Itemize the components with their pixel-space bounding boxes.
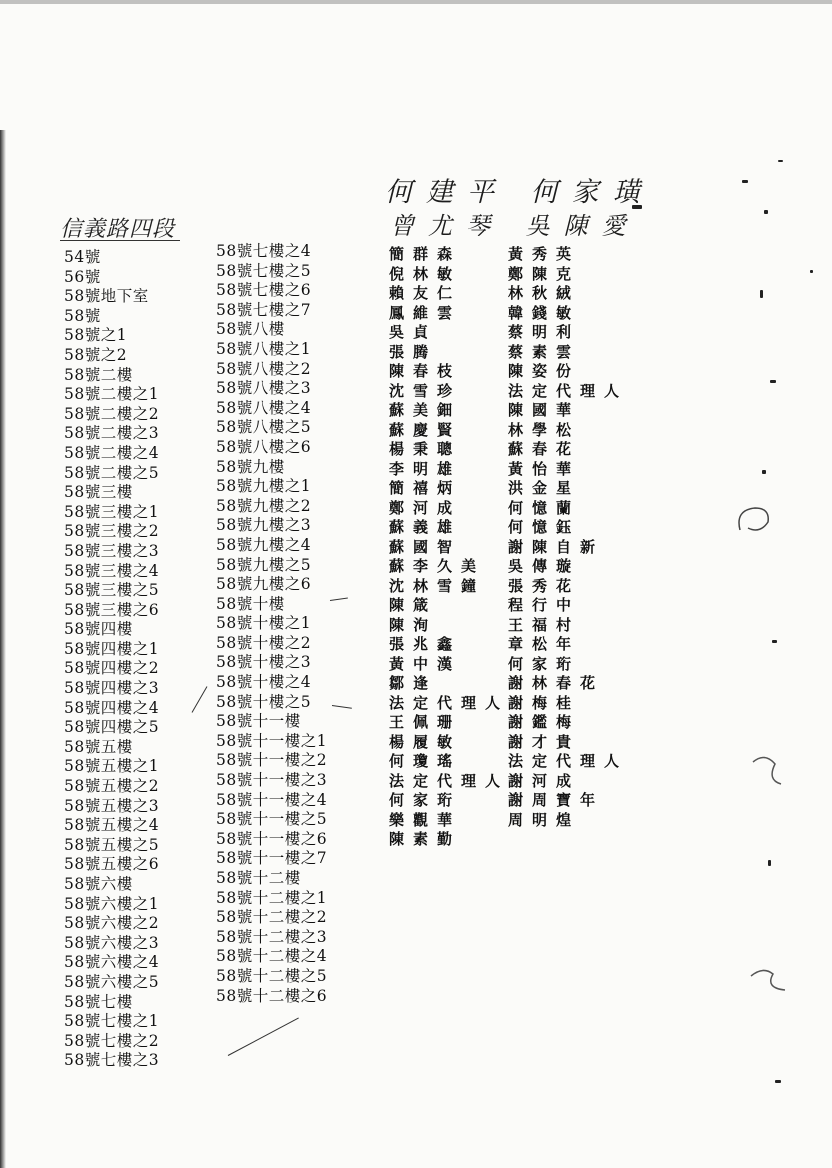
- address-entry: 58號十一樓之3: [216, 771, 328, 790]
- owner-name-entry: 簡群森: [389, 245, 462, 263]
- address-entry: 58號七樓之2: [64, 1031, 160, 1050]
- owner-name-entry: 蘇慶賢: [389, 420, 462, 439]
- address-entry: 58號之1: [64, 326, 128, 345]
- address-entry: 58號七樓之4: [216, 242, 312, 260]
- owner-name-entry: 王福村: [508, 615, 581, 634]
- address-entry: 58號六樓之3: [64, 933, 160, 952]
- owner-name-entry: 楊履敏: [389, 732, 462, 751]
- street-heading: 信義路四段: [60, 217, 176, 242]
- owner-name-entry: 謝林春花: [508, 674, 605, 692]
- address-entry: 58號七樓: [64, 992, 133, 1011]
- address-entry: 58號十樓之1: [216, 614, 312, 633]
- address-entry: 58號八樓之6: [216, 437, 312, 456]
- address-entry: 58號四樓之5: [64, 718, 160, 737]
- address-entry: 58號四樓之4: [64, 698, 160, 717]
- address-entry: 58號七樓之7: [216, 300, 312, 319]
- scan-speck: [742, 180, 748, 183]
- owner-name-entry: 程行中: [508, 596, 581, 614]
- owner-name-entry: 陳姿份: [508, 362, 581, 380]
- owner-name-entry: 吳貞: [389, 323, 438, 341]
- owner-name-entry: 蘇國智: [389, 537, 462, 556]
- address-entry: 58號二樓之4: [64, 443, 160, 462]
- address-entry: 58號二樓之1: [64, 385, 160, 404]
- owner-name-entry: 周明煌: [508, 810, 581, 829]
- address-entry: 54號: [64, 248, 101, 266]
- handwritten-line-1: 何建平 何家璜: [385, 177, 654, 208]
- scan-speck: [778, 160, 783, 162]
- owner-name-entry: 吳傳璇: [508, 557, 581, 575]
- owner-name-entry: 謝梅桂: [508, 693, 581, 712]
- owner-name-entry: 張秀花: [508, 576, 581, 595]
- address-entry: 58號八樓之3: [216, 379, 312, 398]
- address-entry: 58號五樓之2: [64, 777, 160, 796]
- scan-speck: [762, 470, 766, 474]
- owner-name-entry: 楊秉聰: [389, 440, 462, 458]
- owner-name-entry: 沈雪珍: [389, 381, 462, 400]
- address-entry: 58號十樓之3: [216, 653, 312, 672]
- address-entry: 58號十二樓之1: [216, 888, 328, 907]
- address-column-1: [64, 248, 159, 1071]
- address-entry: 58號二樓之2: [64, 404, 160, 423]
- address-entry: 58號十二樓之5: [216, 966, 328, 985]
- address-entry: 58號八樓之4: [216, 398, 312, 417]
- owner-name-entry: 蔡明利: [508, 323, 581, 341]
- address-entry: 58號七樓之1: [64, 1012, 160, 1031]
- owner-name-entry: 鄭陳克: [508, 264, 581, 283]
- address-entry: 58號三樓之4: [64, 561, 160, 580]
- owner-name-entry: 黃中漢: [389, 654, 462, 673]
- owner-name-entry: 賴友仁: [389, 284, 462, 302]
- margin-scribble-icon: [730, 500, 780, 540]
- owner-name-entry: 蘇李久美: [389, 557, 486, 575]
- address-entry: 58號十二樓之2: [216, 908, 328, 927]
- address-entry: 58號二樓之3: [64, 424, 160, 443]
- owner-name-entry: 樂觀華: [389, 810, 462, 829]
- address-entry: 58號七樓之6: [216, 281, 312, 300]
- address-entry: 58號三樓之2: [64, 522, 160, 541]
- address-entry: 58號六樓之5: [64, 972, 160, 991]
- owner-name-entry: 鄒逢: [389, 674, 438, 692]
- owner-name-entry: 蘇春花: [508, 440, 581, 458]
- scan-speck: [770, 380, 776, 383]
- address-entry: 56號: [64, 267, 101, 286]
- address-entry: 58號四樓之3: [64, 679, 160, 698]
- owner-name-entry: 謝陳自新: [508, 537, 605, 556]
- address-entry: 58號十樓之4: [216, 673, 312, 692]
- address-entry: 58號五樓之1: [64, 757, 160, 776]
- address-entry: 58號十一樓之7: [216, 849, 328, 868]
- owner-name-entry: 何家珩: [389, 791, 462, 809]
- address-entry: 58號七樓之3: [64, 1051, 160, 1070]
- address-entry: 58號三樓之5: [64, 581, 160, 600]
- address-entry: 58號七樓之5: [216, 261, 312, 280]
- address-entry: 58號四樓之1: [64, 639, 160, 658]
- address-entry: 58號三樓之6: [64, 600, 160, 619]
- address-entry: 58號九樓之3: [216, 516, 312, 535]
- owner-name-entry: 謝周寶年: [508, 791, 605, 809]
- owner-name-entry: 陳洵: [389, 615, 438, 634]
- owner-name-entry: 沈林雪鐘: [389, 576, 486, 595]
- owner-name-entry: 黃秀英: [508, 245, 581, 263]
- scan-speck: [772, 640, 777, 643]
- owner-name-entry: 張腾: [389, 342, 438, 361]
- owner-name-entry: 法定代理人: [389, 693, 510, 712]
- pen-stroke: [330, 597, 348, 600]
- address-entry: 58號十一樓之6: [216, 829, 328, 848]
- owner-name-entry: 何家珩: [508, 654, 581, 673]
- address-entry: 58號八樓之2: [216, 359, 312, 378]
- address-entry: 58號五樓之3: [64, 796, 160, 815]
- address-entry: 58號二樓之5: [64, 463, 160, 482]
- scan-speck: [775, 1080, 781, 1083]
- owner-name-entry: 蔡素雲: [508, 342, 581, 361]
- address-entry: 58號九樓之6: [216, 575, 312, 594]
- address-entry: 58號九樓: [216, 457, 285, 476]
- address-entry: 58號十二樓之3: [216, 927, 328, 946]
- owner-name-entry: 洪金星: [508, 479, 581, 497]
- address-entry: 58號九樓之5: [216, 555, 312, 574]
- address-entry: 58號五樓之4: [64, 816, 160, 835]
- address-column-2: [216, 242, 327, 1006]
- owner-name-entry: 陳春枝: [389, 362, 462, 380]
- pen-stroke: [192, 686, 208, 712]
- address-entry: 58號五樓: [64, 737, 133, 756]
- margin-scribble-icon: [745, 750, 795, 790]
- address-entry: 58號十一樓: [216, 712, 301, 731]
- address-entry: 58號之2: [64, 345, 128, 364]
- address-entry: 58號三樓之3: [64, 541, 160, 560]
- address-entry: 58號三樓之1: [64, 502, 160, 521]
- owner-name-entry: 法定代理人: [389, 771, 510, 790]
- address-entry: 58號五樓之5: [64, 835, 160, 854]
- owner-name-entry: 謝鑑梅: [508, 713, 581, 731]
- owner-name-entry: 王佩珊: [389, 713, 462, 731]
- owner-name-entry: 蘇義雄: [389, 518, 462, 536]
- address-entry: 58號十二樓之4: [216, 947, 328, 966]
- scan-speck: [810, 270, 813, 273]
- address-entry: 58號三樓: [64, 483, 133, 502]
- owner-name-entry: 蘇美鈿: [389, 401, 462, 419]
- address-entry: 58號十一樓之1: [216, 731, 328, 750]
- heading-underline: [60, 240, 180, 241]
- handwritten-line-2: 曾尤琴 吳陳愛: [390, 212, 640, 240]
- scan-speck: [764, 210, 768, 214]
- owner-name-entry: 韓錢敏: [508, 303, 581, 322]
- owner-name-entry: 法定代理人: [508, 752, 629, 770]
- owner-name-entry: 謝河成: [508, 771, 581, 790]
- address-entry: 58號四樓之2: [64, 659, 160, 678]
- owner-name-entry: 倪林敏: [389, 264, 462, 283]
- address-entry: 58號十樓之5: [216, 692, 312, 711]
- owner-name-entry: 陳素勤: [389, 830, 462, 848]
- owner-name-entry: 何憶蘭: [508, 498, 581, 517]
- address-entry: 58號十一樓之2: [216, 751, 328, 770]
- address-entry: 58號五樓之6: [64, 855, 160, 874]
- address-entry: 58號九樓之2: [216, 496, 312, 515]
- address-entry: 58號八樓之1: [216, 339, 312, 358]
- scan-speck: [760, 290, 763, 298]
- owner-name-entry: 林秋絨: [508, 284, 581, 302]
- owner-name-entry: 何憶鈺: [508, 518, 581, 536]
- owner-name-entry: 鄭河成: [389, 498, 462, 517]
- address-entry: 58號九樓之4: [216, 535, 312, 554]
- scan-top-edge: [0, 0, 832, 4]
- owner-name-entry: 陳箴: [389, 596, 438, 614]
- address-entry: 58號十樓: [216, 594, 285, 613]
- owner-name-entry: 林學松: [508, 420, 581, 439]
- address-entry: 58號地下室: [64, 287, 149, 306]
- owner-name-entry: 張兆鑫: [389, 635, 462, 653]
- address-entry: 58號六樓之2: [64, 914, 160, 933]
- address-entry: 58號十一樓之5: [216, 810, 328, 829]
- address-entry: 58號: [64, 306, 101, 325]
- address-entry: 58號六樓: [64, 875, 133, 893]
- address-entry: 58號八樓: [216, 320, 285, 339]
- pen-stroke: [332, 705, 352, 709]
- owner-name-entry: 簡禧炳: [389, 479, 462, 497]
- address-entry: 58號八樓之5: [216, 418, 312, 437]
- address-entry: 58號十二樓之6: [216, 986, 328, 1005]
- owner-name-entry: 法定代理人: [508, 381, 629, 400]
- scan-left-edge: [0, 130, 8, 1168]
- owner-names-column-2: [508, 245, 628, 830]
- address-entry: 58號六樓之1: [64, 894, 160, 913]
- owner-name-entry: 章松年: [508, 635, 581, 653]
- scan-speck: [768, 860, 771, 866]
- address-entry: 58號九樓之1: [216, 477, 312, 496]
- owner-name-entry: 陳國華: [508, 401, 581, 419]
- margin-scribble-icon: [745, 960, 795, 1000]
- owner-names-column-1: [389, 245, 509, 850]
- address-entry: 58號十一樓之4: [216, 790, 328, 809]
- address-entry: 58號四樓: [64, 620, 133, 639]
- address-entry: 58號六樓之4: [64, 953, 160, 972]
- address-entry: 58號十二樓: [216, 869, 301, 887]
- owner-name-entry: 何瓊瑤: [389, 752, 462, 770]
- owner-name-entry: 謝才貴: [508, 732, 581, 751]
- address-entry: 58號二樓: [64, 365, 133, 384]
- owner-name-entry: 鳳維雲: [389, 303, 462, 322]
- pen-stroke: [228, 1018, 299, 1056]
- owner-name-entry: 李明雄: [389, 459, 462, 478]
- owner-name-entry: 黃怡華: [508, 459, 581, 478]
- address-entry: 58號十樓之2: [216, 633, 312, 652]
